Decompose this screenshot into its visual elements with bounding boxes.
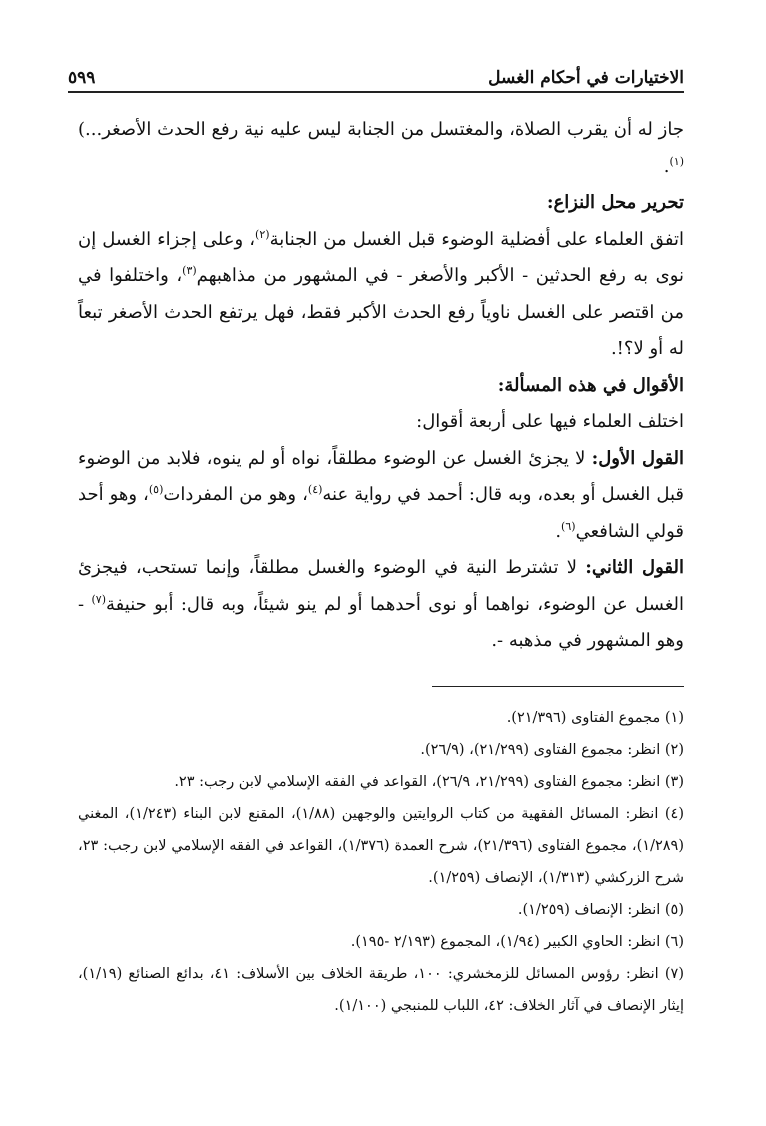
footnote: (٢) انظر: مجموع الفتاوى (٢١/٢٩٩)، (٢٦/٩).: [420, 742, 684, 758]
paragraph-agreement: [78, 222, 684, 368]
footnote-ref[interactable]: (١): [669, 154, 684, 168]
footnote: (٥) انظر: الإنصاف (١/٢٥٩).: [517, 902, 684, 918]
footnote: (٦) انظر: الحاوي الكبير (١/٩٤)، المجموع (٢/١٩٣ -١٩٥).: [350, 934, 684, 950]
paragraph-second-opinion: [78, 550, 684, 660]
page-number: ٥٩٩: [68, 68, 96, 88]
opinion-label: القول الثاني:: [585, 557, 684, 578]
footnote-divider: [432, 686, 684, 687]
section-heading: تحرير محل النزاع:: [546, 192, 684, 213]
page-header: [68, 58, 684, 93]
paragraph-text: ، واختلفوا في من اقتصر على الغسل ناوياً رفع الحدث الأكبر فقط، فهل يرتفع الحدث الأصغر تبعاً له أو لا؟!.: [78, 265, 684, 359]
footnote-ref[interactable]: (٥): [148, 483, 164, 496]
paragraph-text: ، وهو أحد قولي الشافعي: [78, 484, 684, 542]
paragraph-text: لا يجزئ الغسل عن الوضوء مطلقاً، نواه أو لم ينوه، فلابد من الوضوء قبل الغسل أو بعده، وبه قال: أحمد في رواية عنه: [78, 447, 684, 505]
footnote-ref[interactable]: (٧): [91, 592, 107, 606]
footnote-ref[interactable]: (٣): [182, 264, 197, 277]
paragraph-quote-end: [78, 112, 684, 185]
footnote-ref[interactable]: (٦): [561, 519, 576, 533]
footnotes: [78, 702, 684, 1022]
paragraph-text: ، وعلى إجزاء الغسل إن نوى به رفع الحدثين - الأكبر والأصغر - في المشهور من مذاهبهم: [78, 228, 684, 286]
paragraph-text: جاز له أن يقرب الصلاة، والمغتسل من الجنابة ليس عليه نية رفع الحدث الأصغر...): [78, 119, 684, 140]
paragraph-text: .: [663, 155, 670, 177]
footnote-ref[interactable]: (٢): [255, 227, 270, 241]
paragraph-text: ، وهو من المفردات: [163, 484, 308, 505]
footnote: (٣) انظر: مجموع الفتاوى (٢١/٢٩٩، ٢٦/٩)، القواعد في الفقه الإسلامي لابن رجب: ٢٣.: [174, 774, 684, 790]
footnote: (٧) انظر: رؤوس المسائل للزمخشري: ١٠٠، طريقة الخلاف بين الأسلاف: ٤١، بدائع الصنائع (١/١٩)، إيثار الإنصاف في آثار الخلاف: ٤٢، اللباب للمنبجي (١/١٠٠).: [78, 966, 684, 1014]
footnote: (٤) انظر: المسائل الفقهية من كتاب الروايتين والوجهين (١/٨٨)، المقنع لابن البناء (١/٢٤٣)، المغني (١/٢٨٩)، مجموع الفتاوى (٢١/٣٩٦)، شرح العمدة (١/٣٧٦)، القواعد في الفقه الإسلامي لابن رجب: ٢٣، شرح الزركشي (١/٣١٣)، الإنصاف (١/٢٥٩).: [78, 806, 684, 886]
paragraph-text: اتفق العلماء على أفضلية الوضوء قبل الغسل من الجنابة: [269, 228, 684, 250]
opinion-label: القول الأول:: [591, 447, 684, 469]
paragraph-text: لا تشترط النية في الوضوء والغسل مطلقاً، وإنما تستحب، فيجزئ الغسل عن الوضوء، نواهما أو نوى أحدهما أو لم ينو شيئاً، وبه قال: أبو حنيفة: [78, 557, 684, 615]
paragraph-text: .: [555, 520, 562, 542]
footnote: (١) مجموع الفتاوى (٢١/٣٩٦).: [506, 710, 684, 726]
main-text: [78, 112, 684, 660]
paragraph-text: - وهو المشهور في مذهبه -.: [78, 593, 684, 651]
footnote-ref[interactable]: (٤): [307, 483, 323, 496]
running-title: الاختيارات في أحكام الغسل: [488, 68, 684, 88]
paragraph-intro: اختلف العلماء فيها على أربعة أقوال:: [416, 411, 684, 432]
section-heading: الأقوال في هذه المسألة:: [497, 374, 684, 396]
paragraph-first-opinion: [78, 441, 684, 551]
